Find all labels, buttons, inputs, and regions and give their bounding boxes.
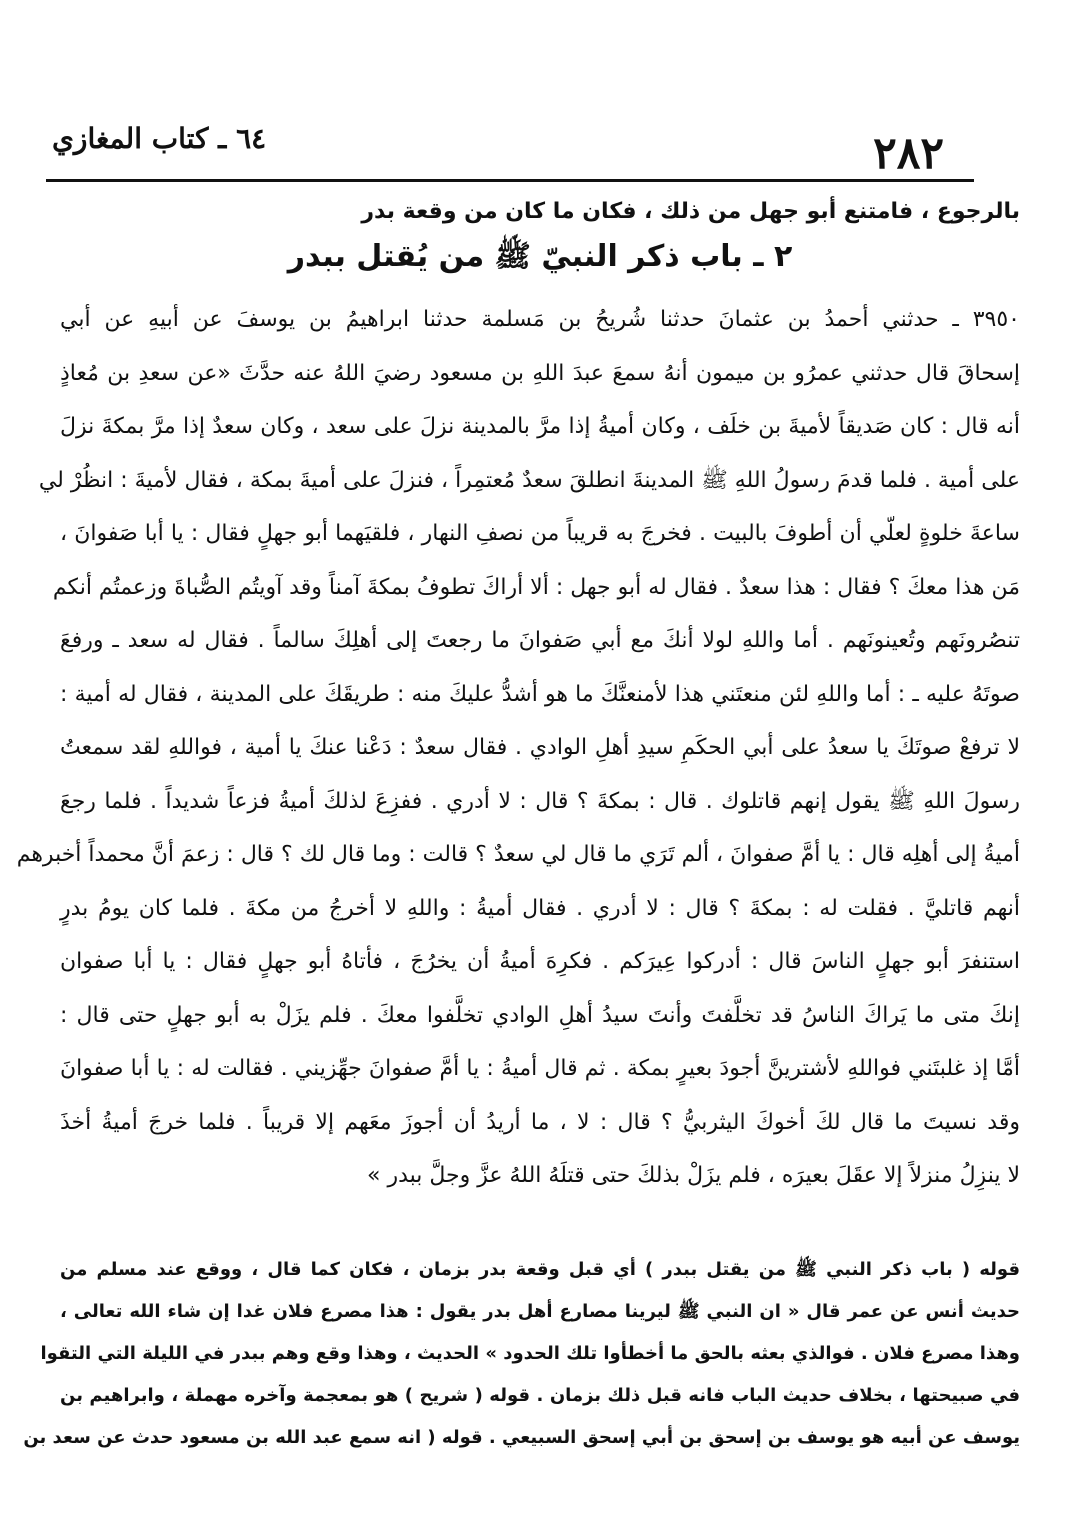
hadith-line: أمَّا إذ غلبتَني فواللهِ لأشترينَّ أجودَ بعيرٍ بمكة . ثم قال أميةُ : يا أمَّ صفوانَ جهِّزيني . فقالت له : يا أبا صفوانَ [60,1056,1020,1081]
intro-line: بالرجوع ، فامتنع أبو جهل من ذلك ، فكان ما كان من وقعة بدر [361,199,1020,224]
hadith-line: استنفرَ أبو جهلٍ الناسَ قال : أدركوا عِيرَكم . فكرِهَ أميةُ أن يخرُجَ ، فأتاهُ أبو جهلٍ فقال : يا أبا صفوان [60,949,1020,974]
hadith-line: لا ينزِلُ منزلاً إلا عقَلَ بعيرَه ، فلم يزَلْ بذلكَ حتى قتلَهُ اللهُ عزَّ وجلَّ ببدر » [367,1163,1020,1188]
hadith-line: مَن هذا معكَ ؟ فقال : هذا سعدٌ . فقال له أبو جهل : ألا أراكَ تطوفُ بمكةَ آمناً وقد آويتُم الصُّباةَ وزعمتُم أنكم [52,574,1020,600]
commentary-line: قوله ( باب ذكر النبي ﷺ من يقتل ببدر ) أي قبل وقعة بدر بزمان ، فكان كما قال ، ووقع عند مسلم من [60,1259,1020,1280]
commentary-line: يوسف عن أبيه هو يوسف بن إسحق بن أبي إسحق السبيعي . قوله ( انه سمع عبد الله بن مسعود حدث عن سعد بن [23,1427,1020,1448]
commentary-line: وهذا مصرع فلان . فوالذي بعثه بالحق ما أخطأوا تلك الحدود » الحديث ، وهذا وقع وهم ببدر في الليلة التي التقوا [40,1343,1020,1364]
hadith-line: أنهم قاتليَّ . فقلت له : بمكةَ ؟ قال : لا أدري . فقال أميةُ : واللهِ لا أخرجُ من مكةَ . فلما كان يومُ بدرٍ [60,895,1020,921]
page-header [52,120,972,180]
hadith-line: صوتَهُ عليه ـ : أما واللهِ لئن منعتَني هذا لأمنعنَّكَ ما هو أشدُّ عليكَ منه : طريقَكَ على المدينة ، فقال له أمية : [60,681,1020,707]
hadith-line: إنكَ متى ما يَراكَ الناسُ قد تخلَّفتَ وأنتَ سيدُ أهلِ الوادي تخلَّفوا معكَ . فلم يزَلْ به أبو جهلٍ حتى قال : [60,1002,1020,1028]
hadith-line: تنصُرونَهم وتُعينونَهم . أما واللهِ لولا أنكَ مع أبي صَفوانَ ما رجعتَ إلى أهلِكَ سالماً . فقال له سعد ـ ورفعَ [60,628,1020,653]
hadith-line: لا ترفعْ صوتَكَ يا سعدُ على أبي الحكَمِ سيدِ أهلِ الوادي . فقال سعدٌ : دَعْنا عنكَ يا أمية ، فواللهِ لقد سمعتُ [60,735,1020,760]
running-title: ٦٤ ـ كتاب المغازي [52,122,267,155]
hadith-line: ٣٩٥٠ ـ حدثني أحمدُ بن عثمانَ حدثنا شُريحُ بن مَسلمة حدثنا ابراهيمُ بن يوسفَ عن أبيهِ عن أبي [60,307,1020,332]
chapter-heading: ٢ ـ باب ذكر النبيّ ﷺ من يُقتل ببدر [287,239,793,274]
hadith-line: أنه قال : كان صَديقاً لأميةَ بن خلَف ، وكان أميةُ إذا مرَّ بالمدينة نزلَ على سعد ، وكان سعدٌ إذا مرَّ بمكةَ نزلَ [60,414,1020,439]
hadith-line: إسحاقَ قال حدثني عمرُو بن ميمون أنهُ سمعَ عبدَ اللهِ بن مسعود رضيَ اللهُ عنه حدَّثَ «عن سعدِ بن مُعاذٍ [60,360,1020,386]
hadith-line: رسولَ اللهِ ﷺ يقول إنهم قاتلوك . قال : بمكةَ ؟ قال : لا أدري . ففزِعَ لذلكَ أميةُ فزعاً شديداً . فلما رجعَ [60,788,1020,814]
commentary-line: حديث أنس عن عمر قال « ان النبي ﷺ ليرينا مصارع أهل بدر يقول : هذا مصرع فلان غدا إن شاء الله تعالى ، [60,1301,1020,1322]
commentary-line: في صبيحتها ، بخلاف حديث الباب فانه قبل ذلك بزمان . قوله ( شريح ) هو بمعجمة وآخره مهملة ، وابراهيم بن [60,1385,1020,1406]
hadith-line: أميةُ إلى أهلِه قال : يا أمَّ صفوانَ ، ألم تَرَي ما قال لي سعدٌ ؟ قالت : وما قال لك ؟ قال : زعمَ أنَّ محمداً أخبرهم [16,842,1020,867]
hadith-line: وقد نسيتَ ما قال لكَ أخوكَ اليثربيُّ ؟ قال : لا ، ما أريدُ أن أجوزَ معَهم إلا قريباً . فلما خرجَ أميةُ أخذَ [60,1109,1020,1135]
page-number: ٢٨٢ [873,128,944,179]
hadith-line: على أمية . فلما قدمَ رسولُ اللهِ ﷺ المدينةَ انطلقَ سعدٌ مُعتمِراً ، فنزلَ على أميةَ بمكة ، فقال لأميةَ : انظُرْ لي [38,467,1020,493]
hadith-line: ساعةَ خلوةٍ لعلّي أن أطوفَ بالبيت . فخرجَ به قريباً من نصفِ النهار ، فلقيَهما أبو جهلٍ فقال : يا أبا صَفوانَ ، [60,521,1020,546]
header-rule [46,179,974,182]
